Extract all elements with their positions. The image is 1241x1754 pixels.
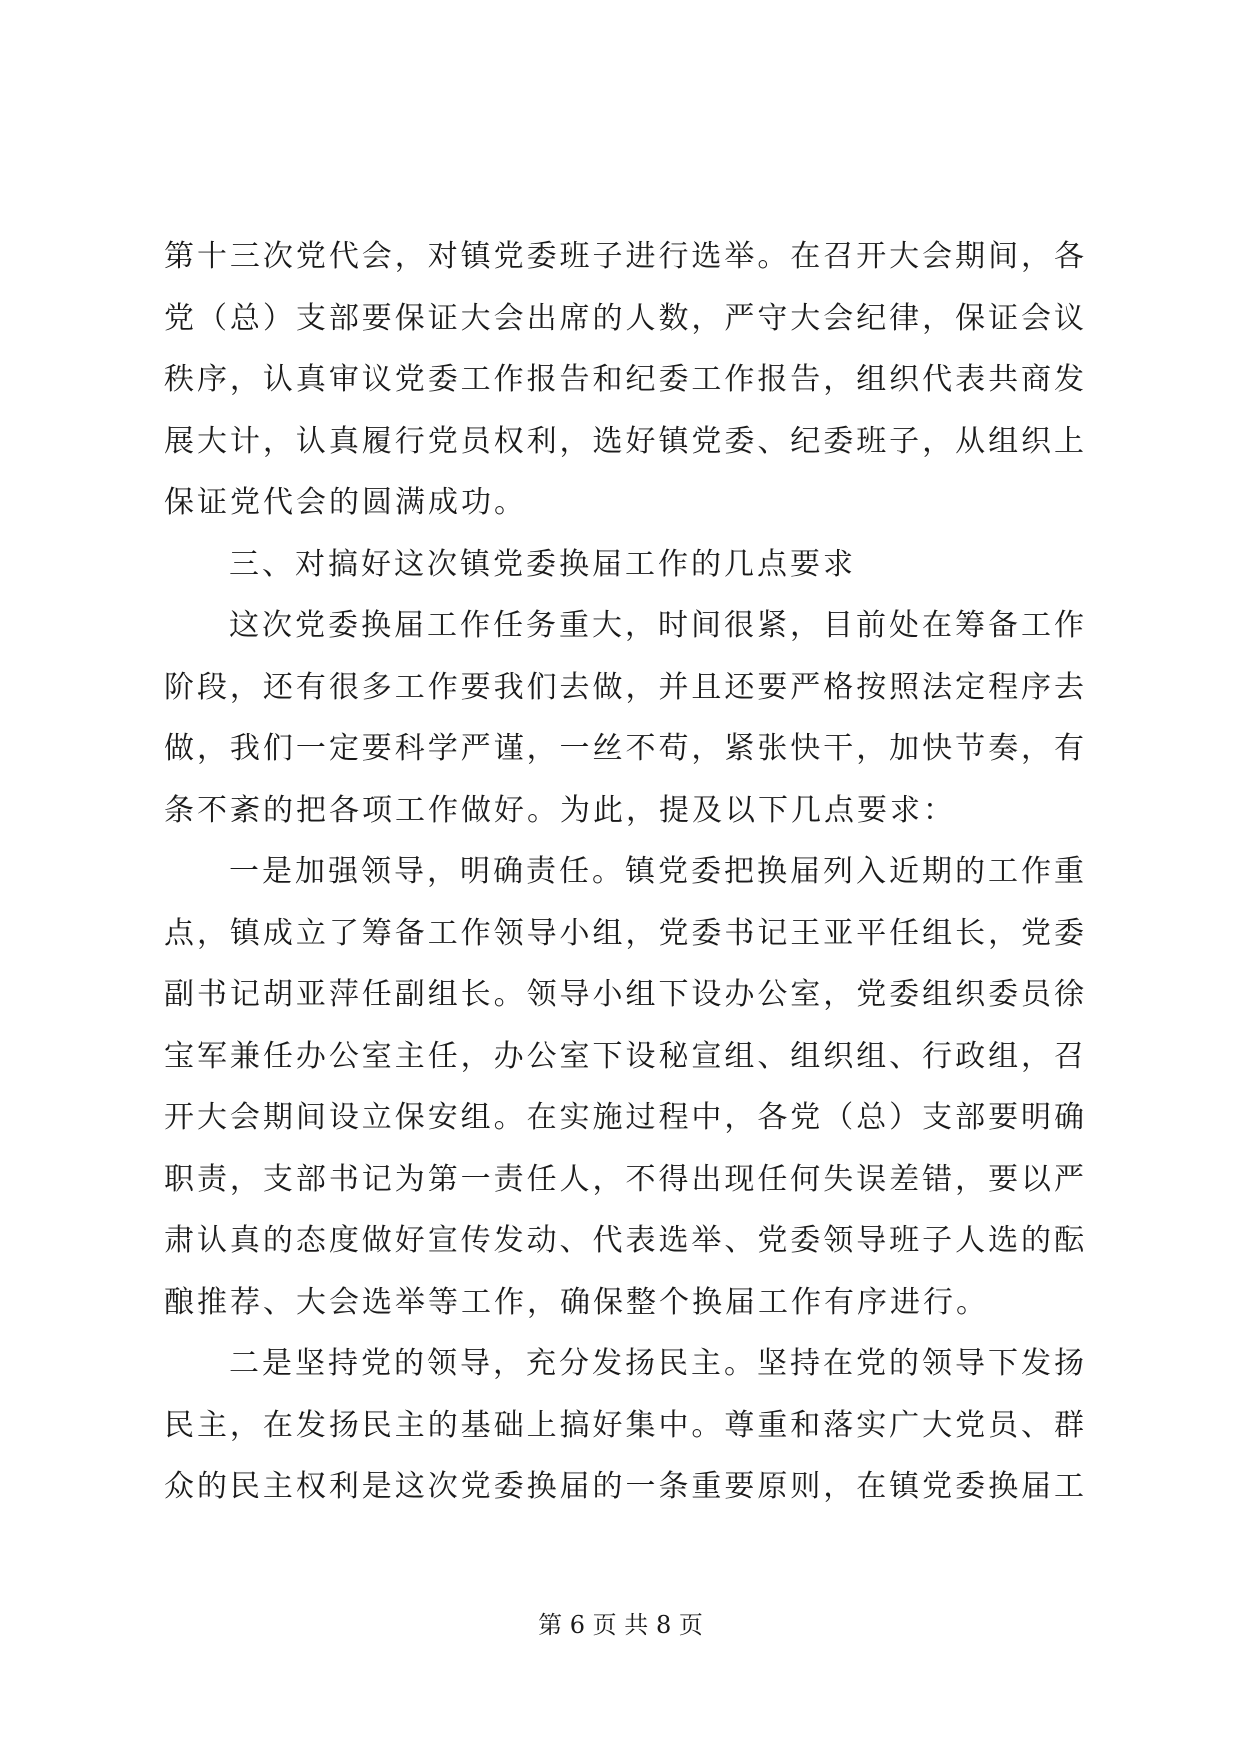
- text-line: 酿推荐、大会选举等工作，确保整个换届工作有序进行。: [164, 1284, 989, 1320]
- text-line: 展大计，认真履行党员权利，选好镇党委、纪委班子，从组织上: [164, 423, 1084, 459]
- text-line: 副书记胡亚萍任副组长。领导小组下设办公室，党委组织委员徐: [164, 977, 1084, 1012]
- text-line: 职责，支部书记为第一责任人，不得出现任何失误差错，要以严: [164, 1161, 1084, 1197]
- text-line: 阶段，还有很多工作要我们去做，并且还要严格按照法定程序去: [164, 669, 1084, 705]
- text-line: 点，镇成立了筹备工作领导小组，党委书记王亚平任组长，党委: [164, 915, 1084, 951]
- text-line: 三、对搞好这次镇党委换届工作的几点要求: [229, 546, 856, 582]
- text-line: 条不紊的把各项工作做好。为此，提及以下几点要求：: [164, 792, 956, 828]
- text-line: 秩序，认真审议党委工作报告和纪委工作报告，组织代表共商发: [164, 362, 1084, 397]
- document-body: [164, 226, 1084, 1518]
- page-footer: 第 6 页 共 8 页: [538, 1611, 703, 1639]
- text-line: 宝军兼任办公室主任，办公室下设秘宣组、组织组、行政组，召: [164, 1038, 1084, 1074]
- text-line: 一是加强领导，明确责任。镇党委把换届列入近期的工作重: [229, 854, 1084, 889]
- text-line: 二是坚持党的领导，充分发扬民主。坚持在党的领导下发扬: [229, 1346, 1084, 1381]
- text-line: 第十三次党代会，对镇党委班子进行选举。在召开大会期间，各: [164, 239, 1084, 274]
- text-line: 保证党代会的圆满成功。: [164, 485, 527, 520]
- text-line: 做，我们一定要科学严谨，一丝不苟，紧张快干，加快节奏，有: [164, 731, 1084, 766]
- text-line: 民主，在发扬民主的基础上搞好集中。尊重和落实广大党员、群: [164, 1407, 1084, 1443]
- text-line: 众的民主权利是这次党委换届的一条重要原则，在镇党委换届工: [164, 1469, 1084, 1504]
- text-line: 党（总）支部要保证大会出席的人数，严守大会纪律，保证会议: [164, 300, 1084, 336]
- text-line: 开大会期间设立保安组。在实施过程中，各党（总）支部要明确: [164, 1100, 1084, 1135]
- text-line: 这次党委换届工作任务重大，时间很紧，目前处在筹备工作: [229, 608, 1084, 643]
- text-line: 肃认真的态度做好宣传发动、代表选举、党委领导班子人选的酝: [164, 1223, 1084, 1258]
